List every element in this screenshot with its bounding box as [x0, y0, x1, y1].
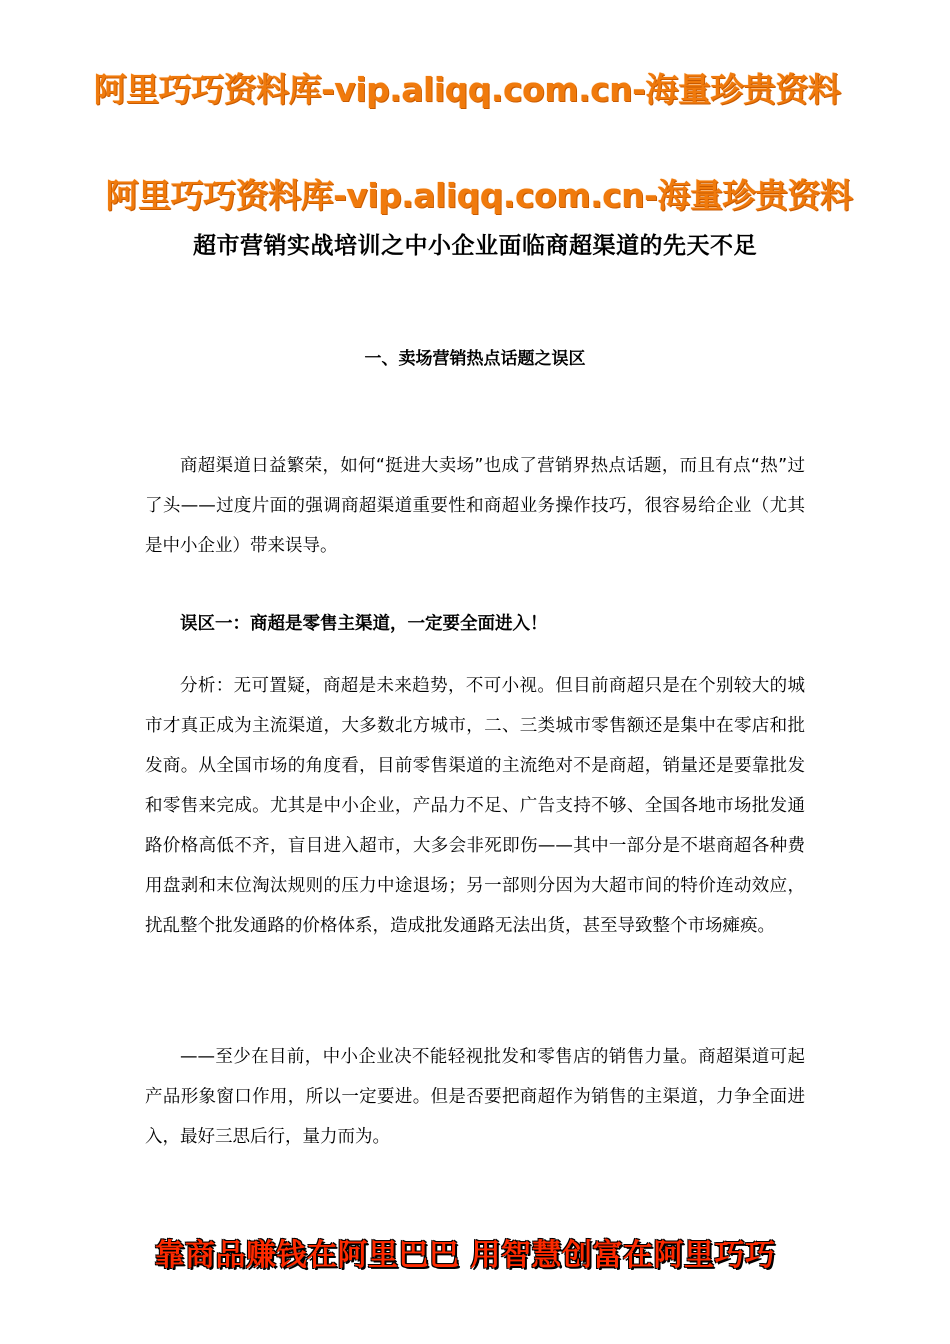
- myth-one-heading: 误区一：商超是零售主渠道，一定要全面进入！: [180, 614, 548, 634]
- intro-paragraph: 商超渠道日益繁荣，如何“挺进大卖场”也成了营销界热点话题，而且有点“热”过了头——过度片面的强调商超渠道重要性和商超业务操作技巧，很容易给企业（尤其是中小企业）带来误导。: [145, 456, 805, 556]
- header-banner-top: 阿里巧巧资料库-vip.aliqq.com.cn-海量珍贵资料: [93, 70, 841, 109]
- section-heading: 一、卖场营销热点话题之误区: [364, 349, 586, 369]
- footer-banner: 靠商品赚钱在阿里巴巴 用智慧创富在阿里巧巧: [154, 1238, 776, 1273]
- header-banner-second: 阿里巧巧资料库-vip.aliqq.com.cn-海量珍贵资料: [105, 176, 853, 215]
- conclusion-paragraph: ——至少在目前，中小企业决不能轻视批发和零售店的销售力量。商超渠道可起产品形象窗口作用，所以一定要进。但是否要把商超作为销售的主渠道，力争全面进入，最好三思后行，量力而为。: [145, 1047, 805, 1147]
- analysis-paragraph: 分析：无可置疑，商超是未来趋势，不可小视。但目前商超只是在个别较大的城市才真正成为主流渠道，大多数北方城市，二、三类城市零售额还是集中在零店和批发商。从全国市场的角度看，目前零售渠道的主流绝对不是商超，销量还是要靠批发和零售来完成。尤其是中小企业，产品力不足、广告支持不够、全国各地市场批发通路价格高低不齐，盲目进入超市，大多会非死即伤——其中一部分是不堪商超各种费用盘剥和末位淘汰规则的压力中途退场；另一部则分因为大超市间的特价连动效应，扰乱整个批发通路的价格体系，造成批发通路无法出货，甚至导致整个市场瘫痪。: [145, 676, 805, 936]
- document-title: 超市营销实战培训之中小企业面临商超渠道的先天不足: [193, 233, 757, 259]
